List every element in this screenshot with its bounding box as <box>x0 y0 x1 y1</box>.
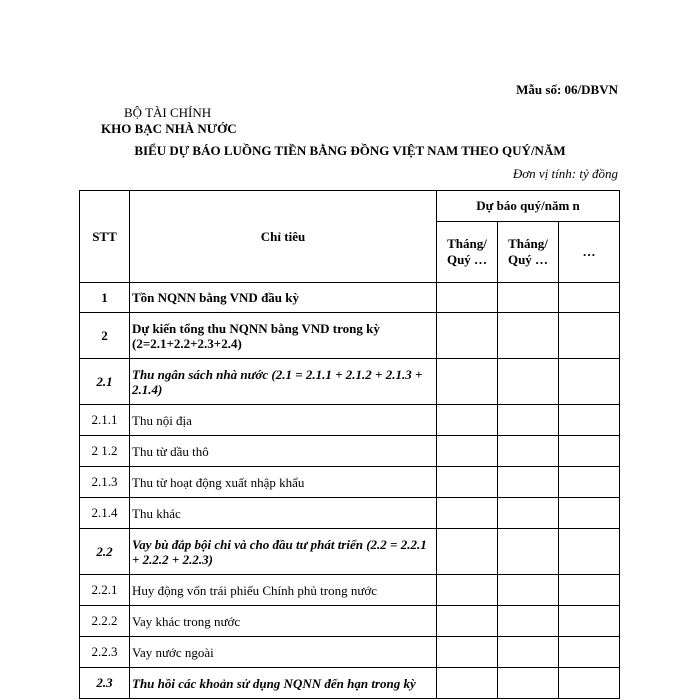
row-stt: 2.2.3 <box>80 637 130 668</box>
value-cell <box>437 637 498 668</box>
table-row <box>80 498 620 529</box>
row-stt: 1 <box>80 283 130 313</box>
row-stt: 2.2.2 <box>80 606 130 637</box>
header-month-quarter-2: Tháng/ Quý … <box>498 222 559 283</box>
row-stt: 2.3 <box>80 668 130 699</box>
value-cell <box>498 498 559 529</box>
value-cell <box>559 575 620 606</box>
value-cell <box>437 283 498 313</box>
value-cell <box>498 359 559 405</box>
row-label: Thu từ hoạt động xuất nhập khẩu <box>130 467 437 498</box>
row-stt: 2.1 <box>80 359 130 405</box>
value-cell <box>498 668 559 699</box>
table-row <box>80 529 620 575</box>
value-cell <box>559 436 620 467</box>
value-cell <box>437 668 498 699</box>
value-cell <box>498 436 559 467</box>
table-row <box>80 668 620 699</box>
header-stt: STT <box>80 191 130 283</box>
row-label: Tồn NQNN bằng VND đầu kỳ <box>130 283 437 313</box>
value-cell <box>559 359 620 405</box>
table-row <box>80 467 620 498</box>
document-title: BIỂU DỰ BÁO LUỒNG TIỀN BẰNG ĐỒNG VIỆT NAM THEO QUÝ/NĂM <box>134 143 566 158</box>
value-cell <box>498 529 559 575</box>
table-row <box>80 637 620 668</box>
value-cell <box>559 637 620 668</box>
value-cell <box>437 467 498 498</box>
header-indicator: Chỉ tiêu <box>130 191 437 283</box>
row-label: Vay bù đắp bội chi và cho đầu tư phát triển (2.2 = 2.2.1 + 2.2.2 + 2.2.3) <box>130 529 437 575</box>
value-cell <box>498 283 559 313</box>
row-stt: 2.1.3 <box>80 467 130 498</box>
row-label: Thu nội địa <box>130 405 437 436</box>
row-stt: 2.1.4 <box>80 498 130 529</box>
value-cell <box>559 313 620 359</box>
value-cell <box>437 313 498 359</box>
value-cell <box>559 529 620 575</box>
treasury-name: KHO BẠC NHÀ NƯỚC <box>101 121 237 136</box>
value-cell <box>498 405 559 436</box>
table-row <box>80 436 620 467</box>
value-cell <box>559 606 620 637</box>
ministry-name: BỘ TÀI CHÍNH <box>124 105 212 120</box>
header-month-quarter-1: Tháng/ Quý … <box>437 222 498 283</box>
value-cell <box>498 575 559 606</box>
row-label: Vay khác trong nước <box>130 606 437 637</box>
table-row <box>80 313 620 359</box>
value-cell <box>559 405 620 436</box>
value-cell <box>437 436 498 467</box>
header-forecast: Dự báo quý/năm n <box>437 191 620 222</box>
value-cell <box>559 498 620 529</box>
value-cell <box>559 668 620 699</box>
value-cell <box>498 637 559 668</box>
forecast-table <box>79 190 620 699</box>
row-stt: 2 <box>80 313 130 359</box>
row-stt: 2.1.1 <box>80 405 130 436</box>
value-cell <box>559 283 620 313</box>
row-label: Thu từ dầu thô <box>130 436 437 467</box>
value-cell <box>437 606 498 637</box>
value-cell <box>498 467 559 498</box>
header-ellipsis: … <box>559 222 620 283</box>
value-cell <box>437 498 498 529</box>
table-row <box>80 606 620 637</box>
row-label: Thu khác <box>130 498 437 529</box>
row-stt: 2.2 <box>80 529 130 575</box>
row-label: Huy động vốn trái phiếu Chính phủ trong nước <box>130 575 437 606</box>
table-row <box>80 575 620 606</box>
value-cell <box>437 405 498 436</box>
value-cell <box>559 467 620 498</box>
table-row <box>80 405 620 436</box>
value-cell <box>498 606 559 637</box>
value-cell <box>437 575 498 606</box>
row-stt: 2 1.2 <box>80 436 130 467</box>
unit-note: Đơn vị tính: tỷ đồng <box>512 166 618 181</box>
row-label: Thu hồi các khoản sử dụng NQNN đến hạn trong kỳ <box>130 668 437 699</box>
form-code: Mẫu số: 06/DBVN <box>516 82 618 97</box>
row-label: Vay nước ngoài <box>130 637 437 668</box>
row-label: Dự kiến tổng thu NQNN bằng VND trong kỳ (2=2.1+2.2+2.3+2.4) <box>130 313 437 359</box>
value-cell <box>437 359 498 405</box>
row-stt: 2.2.1 <box>80 575 130 606</box>
table-row <box>80 283 620 313</box>
value-cell <box>498 313 559 359</box>
table-row <box>80 359 620 405</box>
row-label: Thu ngân sách nhà nước (2.1 = 2.1.1 + 2.1.2 + 2.1.3 + 2.1.4) <box>130 359 437 405</box>
value-cell <box>437 529 498 575</box>
